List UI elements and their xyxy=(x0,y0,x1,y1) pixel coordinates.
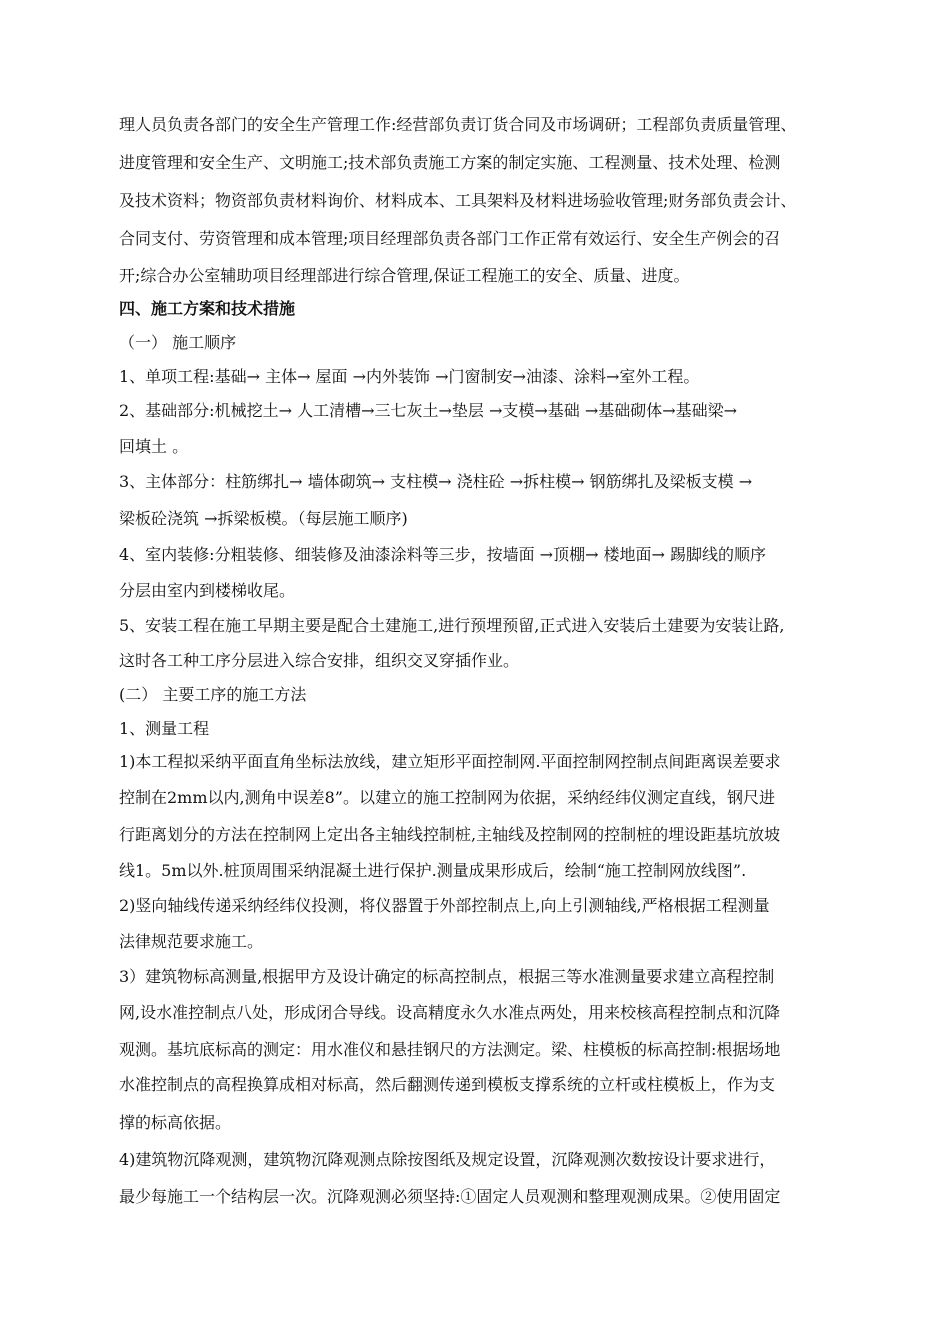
text-line: 4)建筑物沉降观测，建筑物沉降观测点除按图纸及规定设置，沉降观测次数按设计要求进行， xyxy=(119,1150,776,1169)
text-line: 梁板砼浇筑 →拆梁板模。（每层施工顺序) xyxy=(119,509,408,528)
text-line: 网,设水准控制点八处，形成闭合导线。设高精度永久水准点两处，用来校核高程控制点和沉降 xyxy=(119,1003,781,1022)
text-line: 水准控制点的高程换算成相对标高，然后翻测传递到模板支撑系统的立杆或柱模板上，作为支 xyxy=(119,1075,776,1094)
text-line: 进度管理和安全生产、文明施工;技术部负责施工方案的制定实施、工程测量、技术处理、检测 xyxy=(119,153,781,172)
text-line: 观测。基坑底标高的测定：用水准仪和悬挂钢尺的方法测定。梁、柱模板的标高控制:根据场地 xyxy=(119,1040,781,1059)
text-line: 1、测量工程 xyxy=(119,719,210,738)
text-line: 4、室内装修:分粗装修、细装修及油漆涂料等三步，按墙面 →顶棚→ 楼地面→ 踢脚线的顺序 xyxy=(119,545,767,564)
text-line: 5、安装工程在施工早期主要是配合土建施工,进行预埋预留,正式进入安装后土建要为安装让路, xyxy=(119,616,785,635)
text-line: 1)本工程拟采纳平面直角坐标法放线，建立矩形平面控制网.平面控制网控制点间距离误差要求 xyxy=(119,752,781,771)
text-line: 法律规范要求施工。 xyxy=(119,932,264,951)
text-line: 合同支付、劳资管理和成本管理;项目经理部负责各部门工作正常有效运行、安全生产例会的召 xyxy=(119,229,781,248)
text-line: 最少每施工一个结构层一次。沉降观测必须坚持:①固定人员观测和整理观测成果。②使用固定 xyxy=(119,1187,781,1206)
text-line: 及技术资料；物资部负责材料询价、材料成本、工具架料及材料进场验收管理;财务部负责会计、 xyxy=(119,191,797,210)
text-line: 回填土 。 xyxy=(119,437,189,456)
text-line: 2、基础部分:机械挖土→ 人工清槽→三七灰土→垫层 →支模→基础 →基础砌体→基础梁→ xyxy=(119,401,738,420)
text-line: 开;综合办公室辅助项目经理部进行综合管理,保证工程施工的安全、质量、进度。 xyxy=(119,266,690,285)
subsection-heading: （一） 施工顺序 xyxy=(119,333,237,352)
text-line: 分层由室内到楼梯收尾。 xyxy=(119,581,296,600)
text-line: 线1。5m以外.桩顶周围采纳混凝土进行保护.测量成果形成后，绘制“施工控制网放线图”. xyxy=(119,861,747,880)
subsection-heading: (二） 主要工序的施工方法 xyxy=(119,685,307,704)
text-line: 控制在2mm以内,测角中误差8”。以建立的施工控制网为依据，采纳经纬仪测定直线，钢尺进 xyxy=(119,788,775,807)
text-line: 这时各工种工序分层进入综合安排，组织交叉穿插作业。 xyxy=(119,651,520,670)
text-line: 行距离划分的方法在控制网上定出各主轴线控制桩,主轴线及控制网的控制桩的埋设距基坑放坡 xyxy=(119,825,781,844)
section-heading: 四、施工方案和技术措施 xyxy=(119,299,296,318)
text-line: 理人员负责各部门的安全生产管理工作:经营部负责订货合同及市场调研；工程部负责质量管理、 xyxy=(119,115,797,134)
text-line: 1、单项工程:基础→ 主体→ 屋面 →内外装饰 →门窗制安→油漆、涂料→室外工程。 xyxy=(119,367,700,386)
text-line: 3）建筑物标高测量,根据甲方及设计确定的标高控制点，根据三等水准测量要求建立高程控制 xyxy=(119,967,775,986)
text-line: 撑的标高依据。 xyxy=(119,1113,232,1132)
text-line: 3、主体部分：柱筋绑扎→ 墙体砌筑→ 支柱模→ 浇柱砼 →拆柱模→ 钢筋绑扎及梁板支模 → xyxy=(119,472,753,491)
text-line: 2)竖向轴线传递采纳经纬仪投测，将仪器置于外部控制点上,向上引测轴线,严格根据工程测量 xyxy=(119,896,770,915)
